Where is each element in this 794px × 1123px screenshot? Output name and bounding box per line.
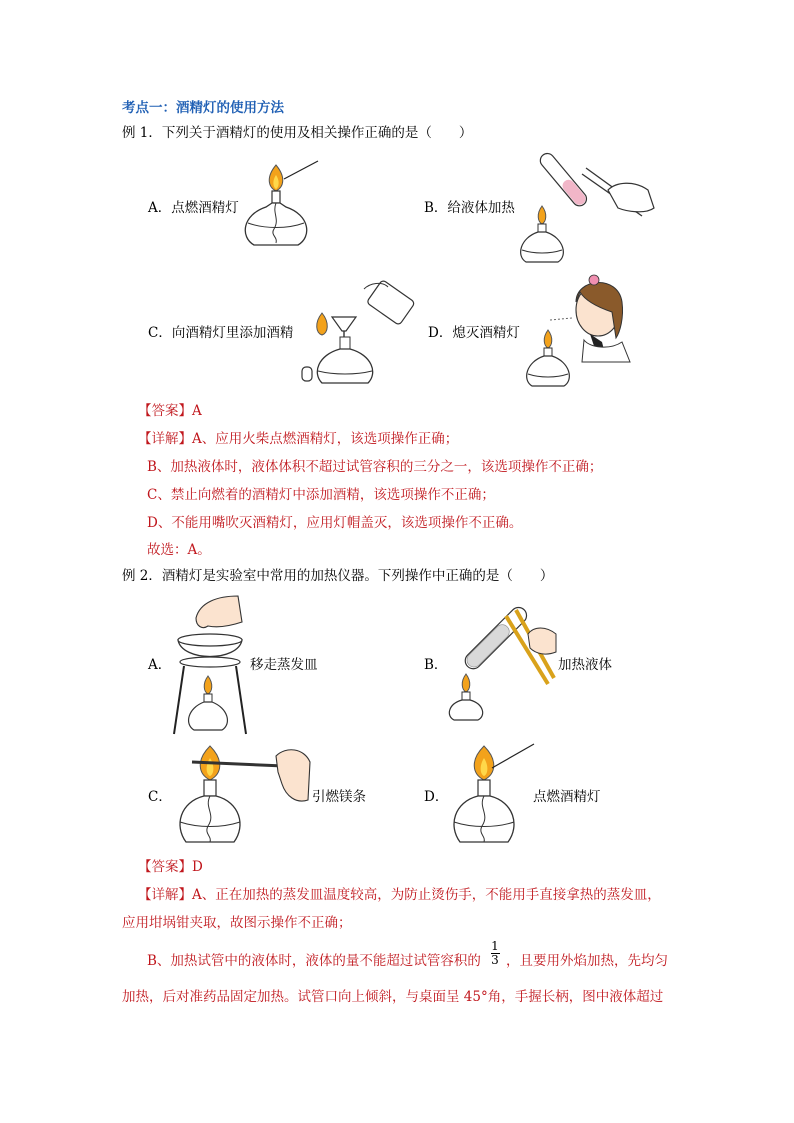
- ex2-detail-line-1: [138, 886, 661, 904]
- ex1-adding-alcohol-illustration: [296, 277, 416, 389]
- fraction-denominator: 3: [491, 953, 499, 967]
- ex1-lamp-lighting-match-illustration: [236, 157, 322, 253]
- ex2-detail-tag: 【详解】: [138, 887, 192, 903]
- ex2-remove-dish-illustration: [172, 592, 248, 738]
- ex1-answer-tag: 【答案】: [138, 403, 192, 419]
- ex1-conclusion: 故选：A。: [147, 542, 211, 558]
- ex1-detail-text-1: A、应用火柴点燃酒精灯，该选项操作正确；: [192, 431, 459, 447]
- ex2-option-b-label: 加热液体: [558, 657, 612, 673]
- ex2-detail-line-3b: ，且要用外焰加热，先均匀: [506, 953, 668, 969]
- ex2-option-d-label: 点燃酒精灯: [533, 789, 601, 805]
- ex1-heating-liquid-illustration: [516, 150, 656, 265]
- ex2-detail-text-1: A、正在加热的蒸发皿温度较高，为防止烫伤手，不能用手直接拿热的蒸发皿，: [192, 887, 661, 903]
- example2-question: 例 2．酒精灯是实验室中常用的加热仪器。下列操作中正确的是（ ）: [122, 568, 554, 584]
- ex2-option-d-letter: D．: [424, 789, 449, 805]
- ex2-option-c-letter: C．: [148, 789, 172, 805]
- ex1-detail-line-4: D、不能用嘴吹灭酒精灯，应用灯帽盖灭，该选项操作不正确。: [147, 515, 523, 531]
- ex1-detail-tag: 【详解】: [138, 431, 192, 447]
- ex1-option-a-label: A．点燃酒精灯: [148, 200, 239, 216]
- ex2-detail-line-4: 加热，后对准药品固定加热。试管口向上倾斜，与桌面呈 45°角，手握长柄，图中液体超过: [122, 989, 664, 1005]
- ex1-answer-value: A: [192, 403, 202, 419]
- section-title: 考点一：酒精灯的使用方法: [122, 100, 284, 116]
- ex2-option-c-label: 引燃镁条: [312, 789, 366, 805]
- ex2-answer-value: D: [192, 859, 203, 875]
- ex1-detail-line-2: B、加热液体时，液体体积不超过试管容积的三分之一，该选项操作不正确；: [147, 459, 603, 475]
- example1-question: 例 1．下列关于酒精灯的使用及相关操作正确的是（ ）: [122, 125, 473, 141]
- ex2-answer: [138, 858, 203, 876]
- ex1-detail-line-3: C、禁止向燃着的酒精灯中添加酒精，该选项操作不正确；: [147, 487, 495, 503]
- ex2-option-a-letter: A．: [148, 657, 172, 673]
- ex1-detail-line-1: [138, 430, 458, 448]
- fraction-numerator: 1: [491, 939, 499, 953]
- ex2-heating-liquid-illustration: [446, 608, 558, 722]
- ex2-answer-tag: 【答案】: [138, 859, 192, 875]
- ex1-option-d-label: D．熄灭酒精灯: [428, 325, 520, 341]
- ex2-option-b-letter: B．: [424, 657, 448, 673]
- ex2-detail-line-2: 应用坩埚钳夹取，故图示操作不正确；: [122, 915, 352, 931]
- ex1-option-c-label: C．向酒精灯里添加酒精: [148, 325, 294, 341]
- fraction-one-third: [488, 940, 502, 967]
- ex2-ignite-magnesium-illustration: [172, 742, 312, 854]
- ex2-lighting-lamp-illustration: [450, 742, 536, 854]
- ex1-answer: [138, 402, 202, 420]
- ex1-option-b-label: B．给液体加热: [424, 200, 515, 216]
- ex1-blowing-out-lamp-illustration: [520, 272, 632, 390]
- ex2-option-a-label: 移走蒸发皿: [250, 657, 318, 673]
- ex2-detail-line-3a: B、加热试管中的液体时，液体的量不能超过试管容积的: [147, 953, 481, 969]
